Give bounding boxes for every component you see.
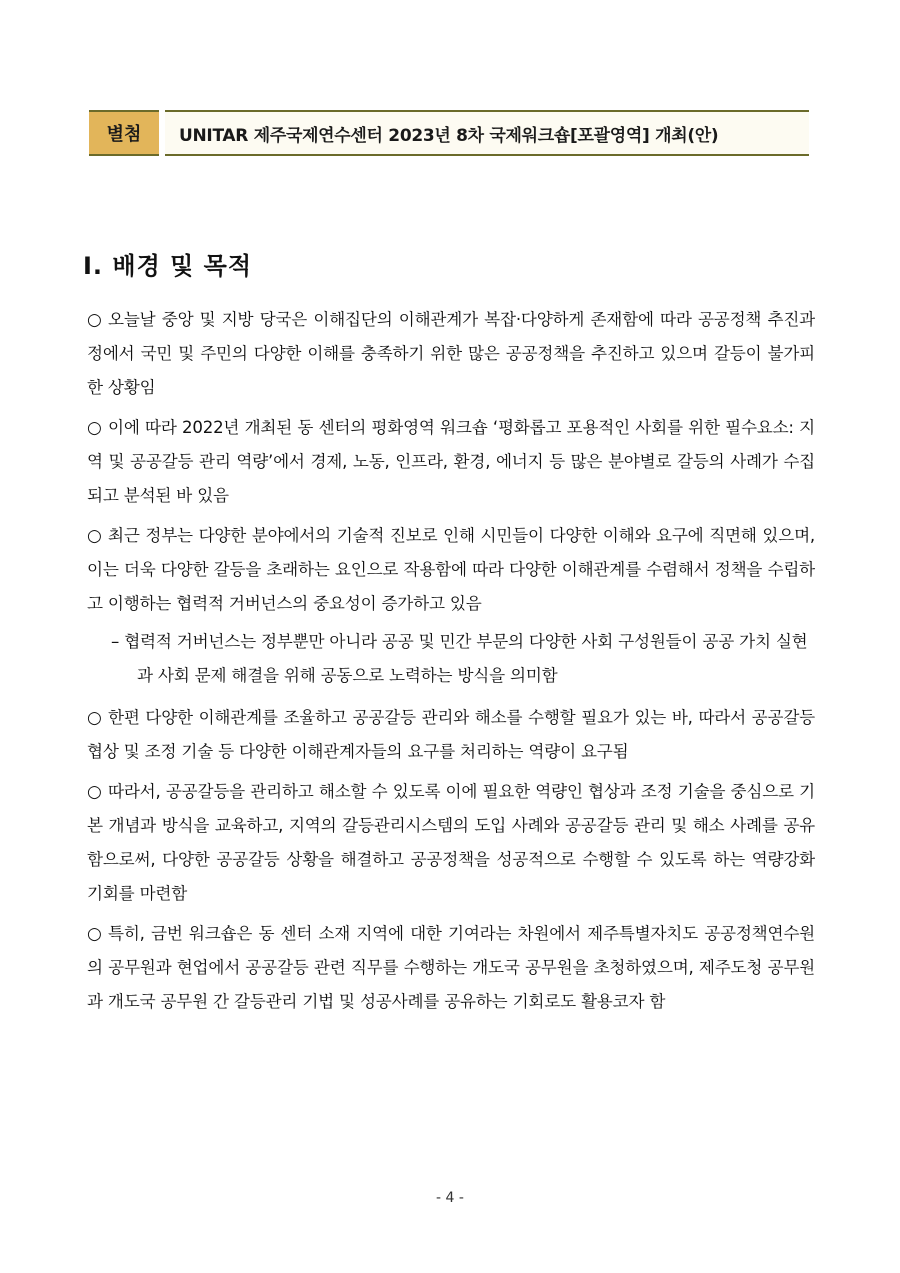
circle-bullet-icon: ○ xyxy=(87,526,102,546)
paragraph-text: 따라서, 공공갈등을 관리하고 해소할 수 있도록 이에 필요한 역량인 협상과 조정 기술을 중심으로 기본 개념과 방식을 교육하고, 지역의 갈등관리시스템의 도입 사례와 공공갈등 관리 및 해소 사례를 공유함으로써, 다양한 공공갈등 상황을 해결하고 공공정책을 성공적으로 수행할 수 있도록 하는 역량강화 기회를 마련함 xyxy=(87,782,815,903)
paragraph-3 xyxy=(87,519,815,621)
section-heading: I. 배경 및 목적 xyxy=(83,252,253,280)
paragraph-6 xyxy=(87,917,815,1019)
paragraph-text: 특히, 금번 워크숍은 동 센터 소재 지역에 대한 기여라는 차원에서 제주특별자치도 공공정책연수원의 공무원과 현업에서 공공갈등 관련 직무를 수행하는 개도국 공무원을 초청하였으며, 제주도청 공무원과 개도국 공무원 간 갈등관리 기법 및 성공사례를 공유하는 기회로도 활용코자 함 xyxy=(87,924,815,1011)
document-body xyxy=(87,303,815,1025)
circle-bullet-icon: ○ xyxy=(87,708,102,728)
paragraph-4 xyxy=(87,701,815,769)
paragraph-1 xyxy=(87,303,815,405)
dash-bullet-icon: – xyxy=(111,632,120,651)
sub-item-text: 협력적 거버넌스는 정부뿐만 아니라 공공 및 민간 부문의 다양한 사회 구성원들이 공공 가치 실현과 사회 문제 해결을 위해 공동으로 노력하는 방식을 의미함 xyxy=(124,632,808,685)
page-number: - 4 - xyxy=(436,1190,464,1206)
paragraph-5 xyxy=(87,775,815,911)
attachment-badge: 별첨 xyxy=(89,110,159,156)
circle-bullet-icon: ○ xyxy=(87,310,102,330)
paragraph-text: 한편 다양한 이해관계를 조율하고 공공갈등 관리와 해소를 수행할 필요가 있는 바, 따라서 공공갈등 협상 및 조정 기술 등 다양한 이해관계자들의 요구를 처리하는 역량이 요구됨 xyxy=(87,708,815,761)
paragraph-text: 최근 정부는 다양한 분야에서의 기술적 진보로 인해 시민들이 다양한 이해와 요구에 직면해 있으며, 이는 더욱 다양한 갈등을 초래하는 요인으로 작용함에 따라 다양한 이해관계를 수렴해서 정책을 수립하고 이행하는 협력적 거버넌스의 중요성이 증가하고 있음 xyxy=(87,526,815,613)
attachment-header xyxy=(89,110,809,156)
circle-bullet-icon: ○ xyxy=(87,782,102,802)
circle-bullet-icon: ○ xyxy=(87,924,102,944)
document-title: UNITAR 제주국제연수센터 2023년 8차 국제워크숍[포괄영역] 개최(안) xyxy=(165,110,809,156)
sub-item xyxy=(87,625,815,693)
paragraph-2 xyxy=(87,411,815,513)
paragraph-text: 오늘날 중앙 및 지방 당국은 이해집단의 이해관계가 복잡·다양하게 존재함에 따라 공공정책 추진과정에서 국민 및 주민의 다양한 이해를 충족하기 위한 많은 공공정책을 추진하고 있으며 갈등이 불가피한 상황임 xyxy=(87,310,815,397)
circle-bullet-icon: ○ xyxy=(87,418,102,438)
paragraph-text: 이에 따라 2022년 개최된 동 센터의 평화영역 워크숍 ‘평화롭고 포용적인 사회를 위한 필수요소: 지역 및 공공갈등 관리 역량’에서 경제, 노동, 인프라, 환경, 에너지 등 많은 분야별로 갈등의 사례가 수집되고 분석된 바 있음 xyxy=(87,418,815,505)
